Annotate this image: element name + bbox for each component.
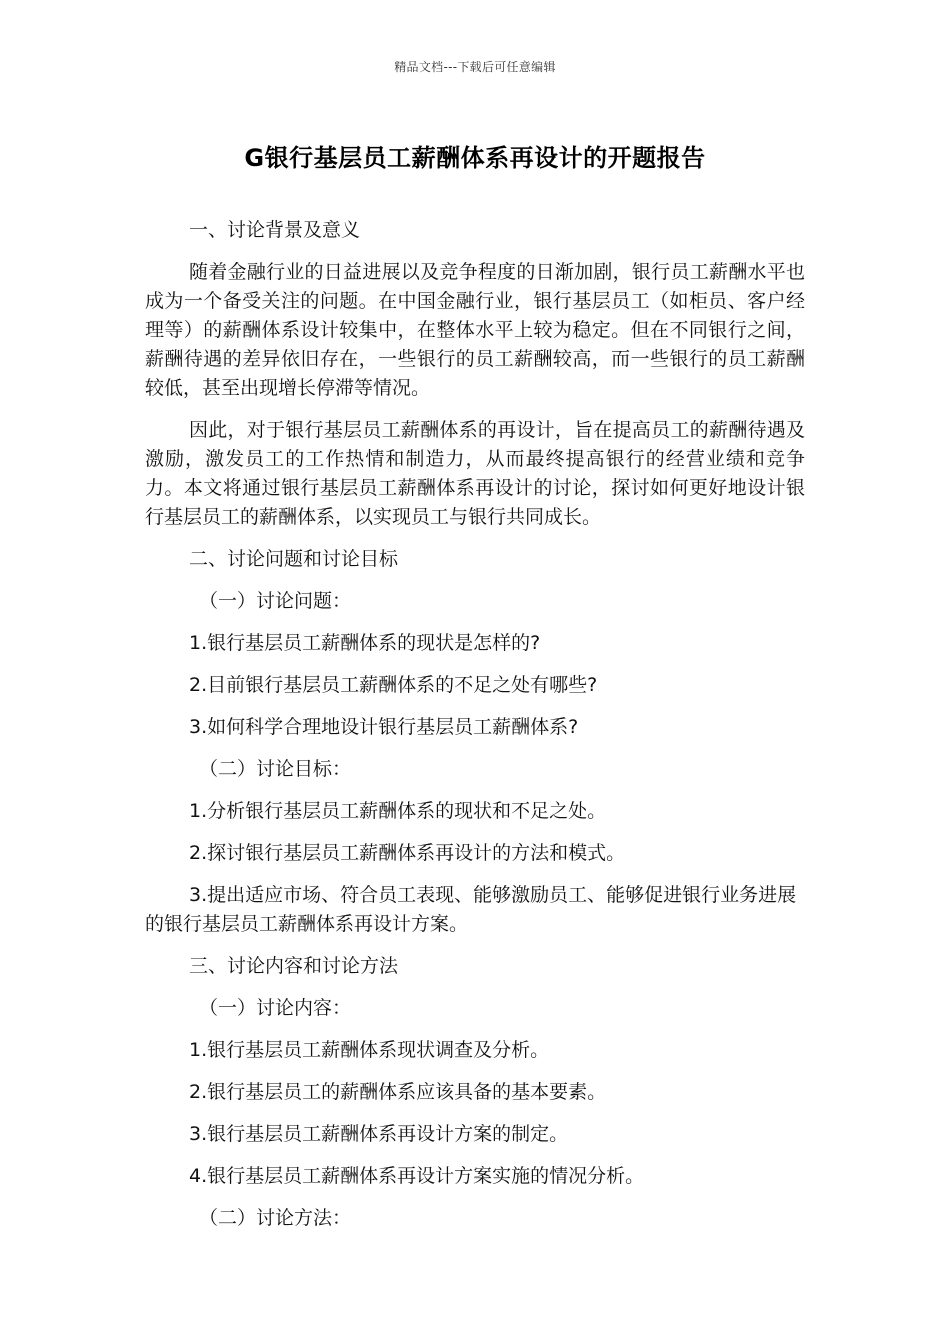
header-note: 精品文档---下载后可任意编辑 (394, 60, 556, 74)
question-item-1: 1.银行基层员工薪酬体系的现状是怎样的? (189, 632, 541, 654)
section-heading-3: 三、讨论内容和讨论方法 (189, 955, 399, 977)
subheading-methods: （二）讨论方法： (199, 1207, 352, 1229)
paragraph-background-2: 因此，对于银行基层员工薪酬体系的再设计，旨在提高员工的薪酬待遇及激励，激发员工的工作热情和制造力，从而最终提高银行的经营业绩和竞争力。本文将通过银行基层员工薪酬体系再设计的讨论，探讨如何更好地设计银行基层员工的薪酬体系，以实现员工与银行共同成长。 (145, 419, 805, 528)
content-item-3: 3.银行基层员工薪酬体系再设计方案的制定。 (189, 1123, 569, 1145)
content-item-1: 1.银行基层员工薪酬体系现状调查及分析。 (189, 1039, 550, 1061)
goal-item-1: 1.分析银行基层员工薪酬体系的现状和不足之处。 (189, 800, 607, 822)
document-body (145, 216, 805, 1246)
subheading-content: （一）讨论内容： (199, 997, 352, 1019)
subheading-goals: （二）讨论目标： (199, 758, 352, 780)
question-item-3: 3.如何科学合理地设计银行基层员工薪酬体系? (189, 716, 579, 738)
paragraph-background-1: 随着金融行业的日益进展以及竞争程度的日渐加剧，银行员工薪酬水平也成为一个备受关注的问题。在中国金融行业，银行基层员工（如柜员、客户经理等）的薪酬体系设计较集中，在整体水平上较为稳定。但在不同银行之间，薪酬待遇的差异依旧存在，一些银行的员工薪酬较高，而一些银行的员工薪酬较低，甚至出现增长停滞等情况。 (145, 261, 805, 399)
goal-item-3: 3.提出适应市场、符合员工表现、能够激励员工、能够促进银行业务进展的银行基层员工薪酬体系再设计方案。 (145, 884, 797, 935)
goal-item-2: 2.探讨银行基层员工薪酬体系再设计的方法和模式。 (189, 842, 626, 864)
section-heading-2: 二、讨论问题和讨论目标 (189, 548, 399, 570)
question-item-2: 2.目前银行基层员工薪酬体系的不足之处有哪些? (189, 674, 598, 696)
content-item-4: 4.银行基层员工薪酬体系再设计方案实施的情况分析。 (189, 1165, 645, 1187)
document-title: G银行基层员工薪酬体系再设计的开题报告 (244, 144, 706, 172)
subheading-questions: （一）讨论问题： (199, 590, 352, 612)
section-heading-1: 一、讨论背景及意义 (189, 219, 361, 241)
content-item-2: 2.银行基层员工的薪酬体系应该具备的基本要素。 (189, 1081, 607, 1103)
